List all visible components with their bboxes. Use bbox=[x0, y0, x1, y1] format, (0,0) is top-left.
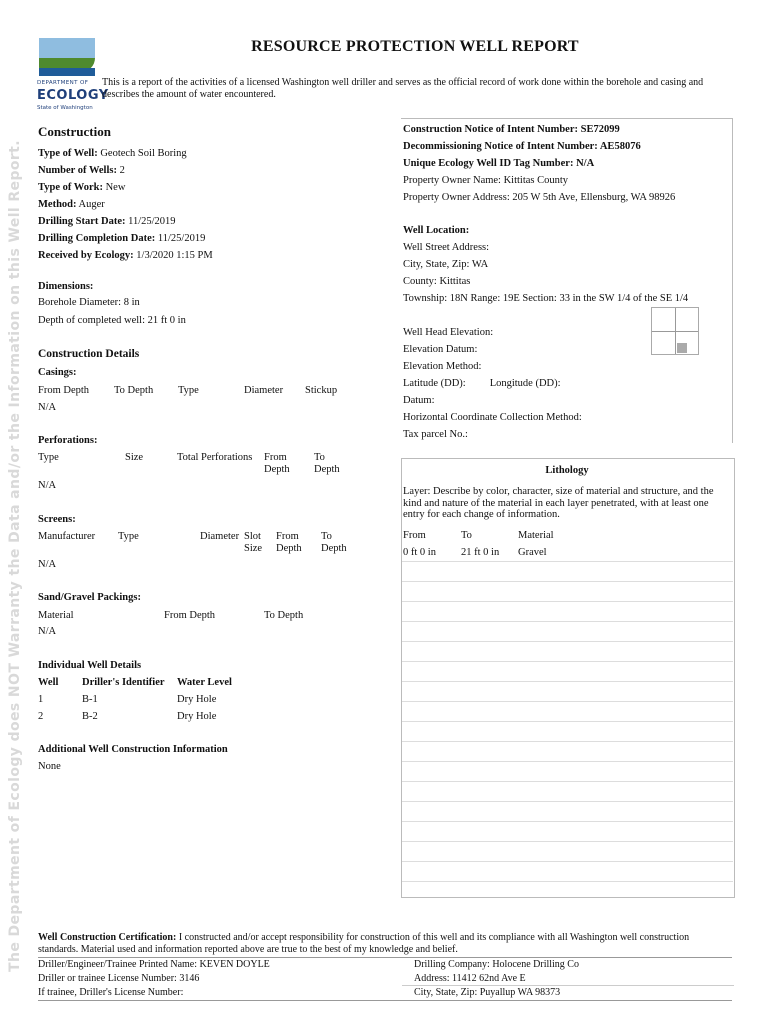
company-address: Address: 11412 62nd Ave E bbox=[414, 973, 526, 984]
lithology-row-line bbox=[402, 841, 733, 842]
field-start-date: Drilling Start Date: 11/25/2019 bbox=[38, 216, 176, 227]
casings-heading: Casings: bbox=[38, 367, 77, 378]
perf-col-size: Size bbox=[125, 452, 144, 463]
perf-col-type: Type bbox=[38, 452, 59, 463]
notice-block bbox=[403, 121, 728, 206]
certification-label: Well Construction Certification: bbox=[38, 932, 177, 943]
owner-name: Property Owner Name: Kittitas County bbox=[403, 175, 569, 186]
company-city: City, State, Zip: Puyallup WA 98373 bbox=[414, 987, 561, 998]
tax-parcel: Tax parcel No.: bbox=[403, 429, 468, 440]
lithology-row-line bbox=[402, 561, 733, 562]
casings-value: N/A bbox=[38, 402, 57, 413]
additional-info-value: None bbox=[38, 761, 61, 772]
lithology-row-line bbox=[402, 781, 733, 782]
casings-col-to: To Depth bbox=[114, 385, 154, 396]
field-completion-date: Drilling Completion Date: 11/25/2019 bbox=[38, 233, 206, 244]
location-block bbox=[403, 222, 728, 307]
packings-col-material: Material bbox=[38, 610, 74, 621]
well-row-number: 1 bbox=[38, 694, 44, 705]
township-range: Township: 18N Range: 19E Section: 33 in the SW 1/4 of the SE 1/4 bbox=[403, 293, 689, 304]
lithology-row-line bbox=[402, 861, 733, 862]
casings-col-from: From Depth bbox=[38, 385, 90, 396]
lithology-row-line bbox=[402, 681, 733, 682]
lith-row-to: 21 ft 0 in bbox=[461, 547, 500, 558]
lith-col-material: Material bbox=[518, 530, 554, 541]
city-state-zip: City, State, Zip: WA bbox=[403, 259, 489, 270]
well-row-number: 2 bbox=[38, 711, 44, 722]
lat-lon: Latitude (DD): Longitude (DD): bbox=[403, 378, 561, 389]
lithology-row-line bbox=[402, 661, 733, 662]
screens-col-slot: Slot Size bbox=[244, 531, 263, 554]
driller-name: Driller/Engineer/Trainee Printed Name: KEVEN DOYLE bbox=[38, 959, 270, 970]
logo-state-text: State of Washington bbox=[37, 105, 93, 111]
perforations-value: N/A bbox=[38, 480, 57, 491]
elevation-method: Elevation Method: bbox=[403, 361, 482, 372]
intent-number: Construction Notice of Intent Number: SE72099 bbox=[403, 124, 620, 135]
drilling-company: Drilling Company: Holocene Drilling Co bbox=[414, 959, 579, 970]
lithology-row-line bbox=[402, 621, 733, 622]
perf-col-to: To Depth bbox=[314, 452, 340, 475]
lith-row-material: Gravel bbox=[518, 547, 547, 558]
casings-col-stickup: Stickup bbox=[305, 385, 338, 396]
quarter-marker bbox=[677, 343, 687, 353]
construction-heading: Construction bbox=[38, 124, 111, 139]
company-info bbox=[414, 958, 579, 1000]
construction-fields bbox=[38, 145, 378, 264]
well-row-id: B-2 bbox=[82, 711, 98, 722]
driller-info bbox=[38, 958, 270, 1000]
field-number-of-wells: Number of Wells: 2 bbox=[38, 165, 125, 176]
lithology-row-line bbox=[402, 601, 733, 602]
screens-col-diameter: Diameter bbox=[200, 531, 240, 542]
street-address: Well Street Address: bbox=[403, 242, 490, 253]
field-type-of-well: Type of Well: Geotech Soil Boring bbox=[38, 148, 187, 159]
lithology-row-line bbox=[402, 721, 733, 722]
field-type-of-work: Type of Work: New bbox=[38, 182, 126, 193]
lith-row-from: 0 ft 0 in bbox=[403, 547, 436, 558]
intro-text: This is a report of the activities of a licensed Washington well driller and serves as the official record of work done within the borehole and casing and describes the amount of water encountered. bbox=[102, 77, 704, 100]
lith-col-to: To bbox=[461, 530, 472, 541]
well-row-level: Dry Hole bbox=[177, 694, 217, 705]
owner-address: Property Owner Address: 205 W 5th Ave, Ellensburg, WA 98926 bbox=[403, 192, 676, 203]
lithology-description: Layer: Describe by color, character, size of material and structure, and the kind and nature of the material in each layer penetrated, with at least one entry for each change of information. bbox=[403, 486, 714, 520]
well-row-id: B-1 bbox=[82, 694, 98, 705]
elevation-datum: Elevation Datum: bbox=[403, 344, 478, 355]
screens-col-to: To Depth bbox=[321, 531, 347, 554]
completed-depth: Depth of completed well: 21 ft 0 in bbox=[38, 315, 186, 326]
borehole-diameter: Borehole Diameter: 8 in bbox=[38, 297, 140, 308]
well-location-heading: Well Location: bbox=[403, 225, 470, 236]
horizontal-method: Horizontal Coordinate Collection Method: bbox=[403, 412, 582, 423]
lithology-row-line bbox=[402, 881, 733, 882]
perf-col-total: Total Perforations bbox=[177, 452, 253, 463]
lithology-row-line bbox=[402, 761, 733, 762]
field-received-date: Received by Ecology: 1/3/2020 1:15 PM bbox=[38, 250, 213, 261]
screens-col-type: Type bbox=[118, 531, 139, 542]
packings-col-to: To Depth bbox=[264, 610, 304, 621]
packings-heading: Sand/Gravel Packings: bbox=[38, 592, 141, 603]
wells-col-well: Well bbox=[38, 677, 59, 688]
screens-col-from: From Depth bbox=[276, 531, 302, 554]
dimensions-heading: Dimensions: bbox=[38, 281, 94, 292]
well-row-level: Dry Hole bbox=[177, 711, 217, 722]
construction-details-heading: Construction Details bbox=[38, 348, 140, 360]
lithology-row-line bbox=[402, 641, 733, 642]
lithology-heading: Lithology bbox=[545, 465, 589, 476]
screens-value: N/A bbox=[38, 559, 57, 570]
field-method: Method: Auger bbox=[38, 199, 105, 210]
datum: Datum: bbox=[403, 395, 435, 406]
lithology-row-line bbox=[402, 581, 733, 582]
decommissioning-number: Decommissioning Notice of Intent Number: AE58076 bbox=[403, 141, 641, 152]
certification-text: Well Construction Certification: I constructed and/or accept responsibility for construction of this well and its compliance with all Washington well construction standards. Material used and information reported above are true to the best of my knowledge and belief. bbox=[38, 932, 690, 955]
section-quarter-grid bbox=[651, 307, 699, 355]
perf-col-from: From Depth bbox=[264, 452, 290, 475]
perforations-heading: Perforations: bbox=[38, 435, 98, 446]
lithology-row-line bbox=[402, 701, 733, 702]
logo-dept-text: DEPARTMENT OF bbox=[37, 80, 89, 86]
packings-col-from: From Depth bbox=[164, 610, 216, 621]
packings-value: N/A bbox=[38, 626, 57, 637]
casings-col-type: Type bbox=[178, 385, 199, 396]
casings-col-diameter: Diameter bbox=[244, 385, 284, 396]
individual-wells-heading: Individual Well Details bbox=[38, 660, 142, 671]
lithology-row-line bbox=[402, 821, 733, 822]
lith-col-from: From bbox=[403, 530, 426, 541]
trainee-license: If trainee, Driller's License Number: bbox=[38, 987, 184, 998]
well-head-elevation: Well Head Elevation: bbox=[403, 327, 494, 338]
county: County: Kittitas bbox=[403, 276, 471, 287]
lithology-row-line bbox=[402, 741, 733, 742]
lithology-row-line bbox=[402, 801, 733, 802]
page-title: RESOURCE PROTECTION WELL REPORT bbox=[251, 38, 579, 55]
disclaimer-watermark: The Department of Ecology does NOT Warranty the Data and/or the Information on this Well Report. bbox=[7, 140, 23, 972]
screens-heading: Screens: bbox=[38, 514, 76, 525]
wells-col-level: Water Level bbox=[177, 677, 232, 688]
ecology-tag-number: Unique Ecology Well ID Tag Number: N/A bbox=[403, 158, 595, 169]
logo-name-text: ECOLOGY bbox=[37, 88, 109, 103]
screens-col-manufacturer: Manufacturer bbox=[38, 531, 96, 542]
driller-license: Driller or trainee License Number: 3146 bbox=[38, 973, 200, 984]
additional-info-heading: Additional Well Construction Information bbox=[38, 744, 228, 755]
lithology-box bbox=[401, 458, 735, 898]
wells-col-id: Driller's Identifier bbox=[82, 677, 165, 688]
